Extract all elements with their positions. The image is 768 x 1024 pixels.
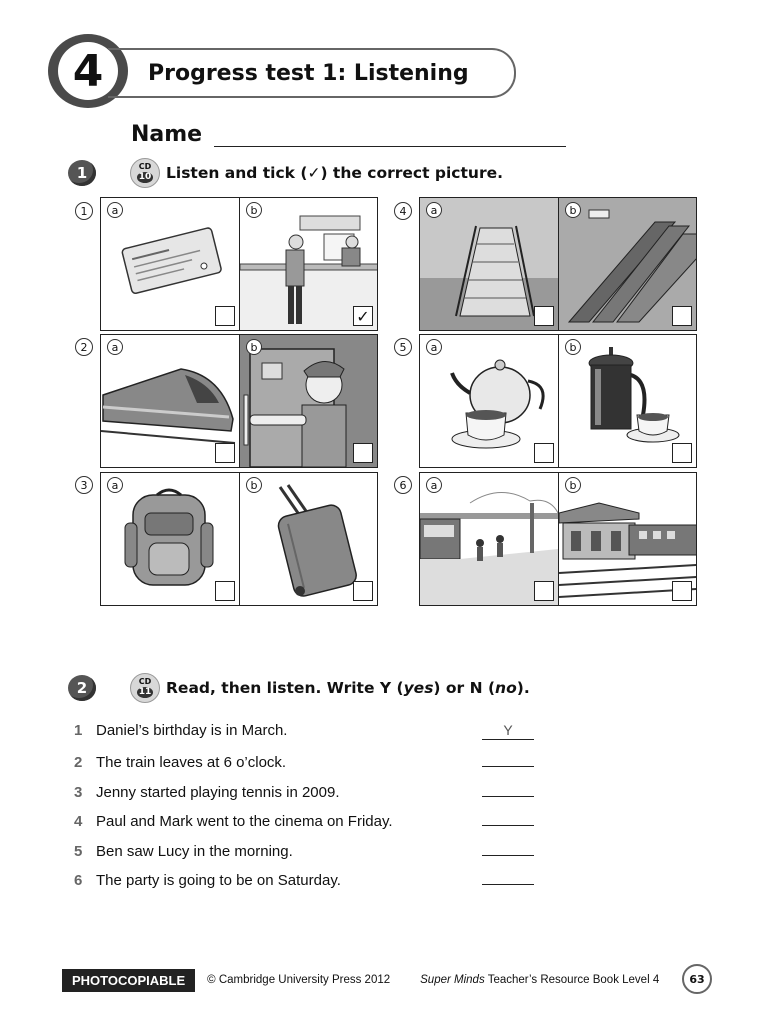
- question-row: [74, 810, 544, 839]
- question-number: 2: [74, 754, 83, 772]
- question-number: 1: [74, 722, 83, 739]
- question-text: Daniel’s birthday is in March.: [96, 722, 288, 739]
- answer-field[interactable]: [482, 869, 534, 885]
- option-letter: a: [426, 202, 442, 218]
- q4-option-b[interactable]: [558, 198, 696, 330]
- question-text: The train leaves at 6 o’clock.: [96, 754, 287, 772]
- question-3-pictures: [100, 472, 378, 606]
- option-letter: b: [565, 477, 581, 493]
- option-letter: a: [107, 339, 123, 355]
- q1-a-tickbox[interactable]: [215, 306, 235, 326]
- book-title: [420, 974, 659, 986]
- question-1-pictures: [100, 197, 378, 331]
- name-label: Name: [131, 122, 203, 147]
- row-number-4: 4: [394, 202, 412, 220]
- answer-field[interactable]: [482, 840, 534, 856]
- row-number-6: 6: [394, 476, 412, 494]
- q3-option-b[interactable]: [239, 473, 377, 605]
- q5-a-tickbox[interactable]: [534, 443, 554, 463]
- page-number: 63: [682, 964, 712, 994]
- answer-field[interactable]: [482, 781, 534, 797]
- q6-b-tickbox[interactable]: [672, 581, 692, 601]
- question-row: [74, 869, 544, 898]
- section1-number: 1: [68, 160, 96, 186]
- option-letter: b: [246, 202, 262, 218]
- q1-option-b[interactable]: [239, 198, 377, 330]
- q6-option-b[interactable]: [558, 473, 696, 605]
- name-input-line[interactable]: [214, 127, 566, 147]
- question-row: [74, 781, 544, 810]
- q5-option-a[interactable]: [420, 335, 558, 467]
- section1-instruction: Listen and tick (✓) the correct picture.: [166, 164, 503, 182]
- q6-a-tickbox[interactable]: [534, 581, 554, 601]
- page-title: Progress test 1: Listening: [108, 48, 516, 98]
- section2-header: [68, 673, 530, 703]
- instruction-part: ).: [516, 679, 530, 697]
- q2-b-tickbox[interactable]: [353, 443, 373, 463]
- question-6-pictures: [419, 472, 697, 606]
- question-number: 3: [74, 783, 83, 801]
- option-letter: b: [565, 339, 581, 355]
- question-row: [74, 751, 544, 780]
- book-subtitle: Teacher’s Resource Book Level 4: [484, 974, 660, 986]
- option-letter: b: [565, 202, 581, 218]
- question-row: [74, 840, 544, 869]
- option-letter: a: [426, 339, 442, 355]
- cd-track: 10: [138, 172, 152, 182]
- question-number: 4: [74, 813, 83, 831]
- answer-field[interactable]: Y: [482, 724, 534, 740]
- question-number: 6: [74, 871, 83, 889]
- instruction-part: ) or N (: [433, 679, 496, 697]
- question-text: Ben saw Lucy in the morning.: [96, 842, 293, 860]
- copyright-text: © Cambridge University Press 2012: [207, 974, 391, 986]
- q6-option-a[interactable]: [420, 473, 558, 605]
- cd-track: 11: [138, 687, 152, 697]
- question-text: The party is going to be on Saturday.: [96, 871, 341, 889]
- row-number-5: 5: [394, 338, 412, 356]
- page-footer: [62, 966, 712, 994]
- q4-b-tickbox[interactable]: [672, 306, 692, 326]
- q2-a-tickbox[interactable]: [215, 443, 235, 463]
- question-row: [74, 722, 544, 751]
- unit-number: 4: [58, 42, 118, 100]
- q2-option-b[interactable]: [239, 335, 377, 467]
- question-5-pictures: [419, 334, 697, 468]
- instruction-part: Read, then listen. Write Y (: [166, 679, 404, 697]
- question-text: Paul and Mark went to the cinema on Friday.: [96, 813, 393, 831]
- option-letter: b: [246, 339, 262, 355]
- option-letter: b: [246, 477, 262, 493]
- q3-b-tickbox[interactable]: [353, 581, 373, 601]
- row-number-3: 3: [75, 476, 93, 494]
- answer-field[interactable]: [482, 751, 534, 767]
- section2-instruction: [166, 679, 530, 697]
- q5-b-tickbox[interactable]: [672, 443, 692, 463]
- answer-field[interactable]: [482, 810, 534, 826]
- cd-label: CD: [138, 162, 152, 171]
- question-4-pictures: [419, 197, 697, 331]
- row-number-1: 1: [75, 202, 93, 220]
- option-letter: a: [107, 202, 123, 218]
- q5-option-b[interactable]: [558, 335, 696, 467]
- photocopiable-badge: PHOTOCOPIABLE: [62, 969, 195, 992]
- cd-label: CD: [138, 677, 152, 686]
- option-letter: a: [426, 477, 442, 493]
- row-number-2: 2: [75, 338, 93, 356]
- question-2-pictures: [100, 334, 378, 468]
- q4-option-a[interactable]: [420, 198, 558, 330]
- yes-no-question-list: [74, 722, 544, 898]
- instruction-yes: yes: [403, 679, 434, 697]
- cd-icon: [130, 158, 160, 188]
- question-number: 5: [74, 842, 83, 860]
- q3-a-tickbox[interactable]: [215, 581, 235, 601]
- name-row: [131, 122, 566, 147]
- q1-option-a[interactable]: [101, 198, 239, 330]
- q1-b-tickbox[interactable]: ✓: [353, 306, 373, 326]
- q4-a-tickbox[interactable]: [534, 306, 554, 326]
- section2-number: 2: [68, 675, 96, 701]
- option-letter: a: [107, 477, 123, 493]
- book-series: Super Minds: [420, 974, 485, 986]
- cd-icon: [130, 673, 160, 703]
- q3-option-a[interactable]: [101, 473, 239, 605]
- instruction-no: no: [495, 679, 517, 697]
- section1-header: [68, 158, 503, 188]
- question-text: Jenny started playing tennis in 2009.: [96, 783, 340, 801]
- q2-option-a[interactable]: [101, 335, 239, 467]
